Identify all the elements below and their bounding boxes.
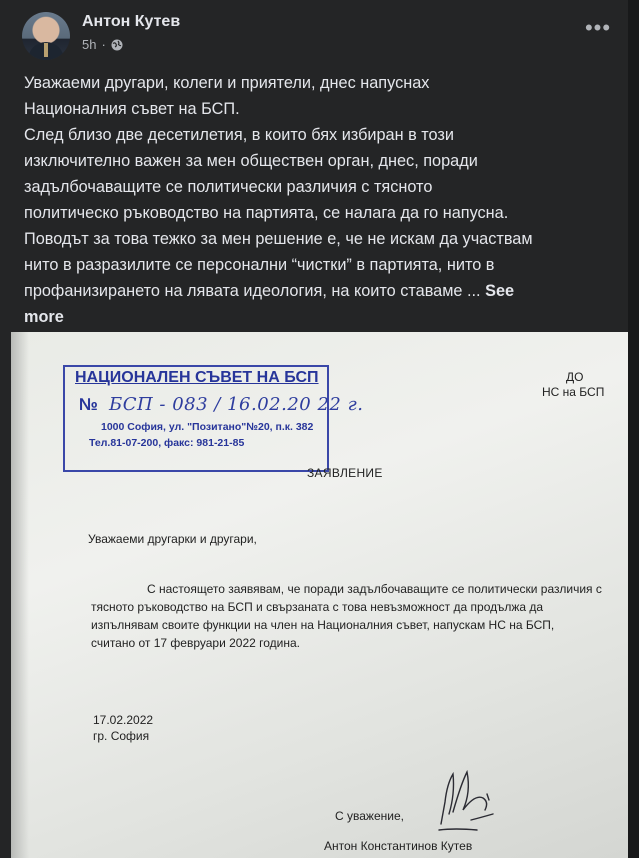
stamp-number-prefix: № (79, 395, 98, 414)
addressee-name: НС на БСП (542, 385, 605, 399)
post-text-line: профанизирането на лявата идеология, на които ставаме ... (24, 282, 481, 300)
document-body-line: считано от 17 февруари 2022 година. (91, 636, 301, 650)
stamp-address: 1000 София, ул. "Позитано"№20, п.к. 382 (101, 421, 314, 433)
document-city: гр. София (93, 729, 150, 743)
author-name[interactable]: Антон Кутев (82, 13, 181, 30)
document-date: 17.02.2022 (93, 713, 154, 727)
document-body-line: тясното ръководство на БСП и свързаната с това невъзможност да продължа да (91, 600, 544, 614)
post-meta (82, 37, 123, 52)
addressee-to: ДО (566, 370, 584, 384)
post-text-line: задълбочаващите се политически различия с тясното (24, 178, 433, 196)
see-more-link-continued[interactable]: more (24, 308, 64, 326)
post-text (24, 70, 610, 330)
document-title: ЗАЯВЛЕНИЕ (307, 466, 383, 480)
dot-separator: · (101, 37, 106, 52)
scrollbar-track[interactable] (628, 0, 639, 858)
post-text-line: политическо ръководство на партията, се налага да го напусна. (24, 204, 509, 222)
document-signer: Антон Константинов Кутев (324, 839, 473, 853)
post-text-line: Уважаеми другари, колеги и приятели, днес напуснах (24, 74, 430, 92)
paper-edge-shadow (11, 332, 29, 858)
post-text-line: След близо две десетилетия, в които бях избиран в този (24, 126, 454, 144)
registration-stamp (63, 365, 364, 472)
stamp-registration-number: БСП - 083 / 16.02.20 22 г. (109, 394, 364, 415)
see-more-link[interactable]: See (485, 282, 515, 300)
more-horizontal-icon[interactable]: ••• (584, 15, 612, 40)
post-text-line: нито в разразилите се персонални “чистки” в партията, нито в (24, 256, 495, 274)
post-text-line: Поводът за това тежко за мен решение е, че не искам да участвам (24, 230, 533, 248)
handwritten-signature (431, 764, 511, 836)
post-text-last-line (24, 278, 610, 304)
stamp-phones: Тел.81-07-200, факс: 981-21-85 (89, 437, 245, 449)
avatar[interactable] (22, 12, 70, 60)
document-body-line: С настоящето заявявам, че поради задълбочаващите се политически различия с (147, 582, 602, 596)
post-photo[interactable] (11, 332, 628, 858)
globe-icon[interactable] (111, 39, 123, 51)
document-body-line: изпълнявам своите функции на член на Националния съвет, напускам НС на БСП, (91, 618, 555, 632)
document-greeting: Уважаеми другарки и другари, (88, 532, 257, 546)
avatar-tie (44, 43, 48, 57)
stamp-title: НАЦИОНАЛЕН СЪВЕТ НА БСП (75, 369, 319, 386)
post-text-line: изключително важен за мен обществен орган, днес, поради (24, 152, 478, 170)
post-text-line: Националния съвет на БСП. (24, 100, 240, 118)
document-regards: С уважение, (335, 809, 404, 823)
post-header (20, 10, 620, 60)
post-time[interactable]: 5h (82, 37, 97, 52)
